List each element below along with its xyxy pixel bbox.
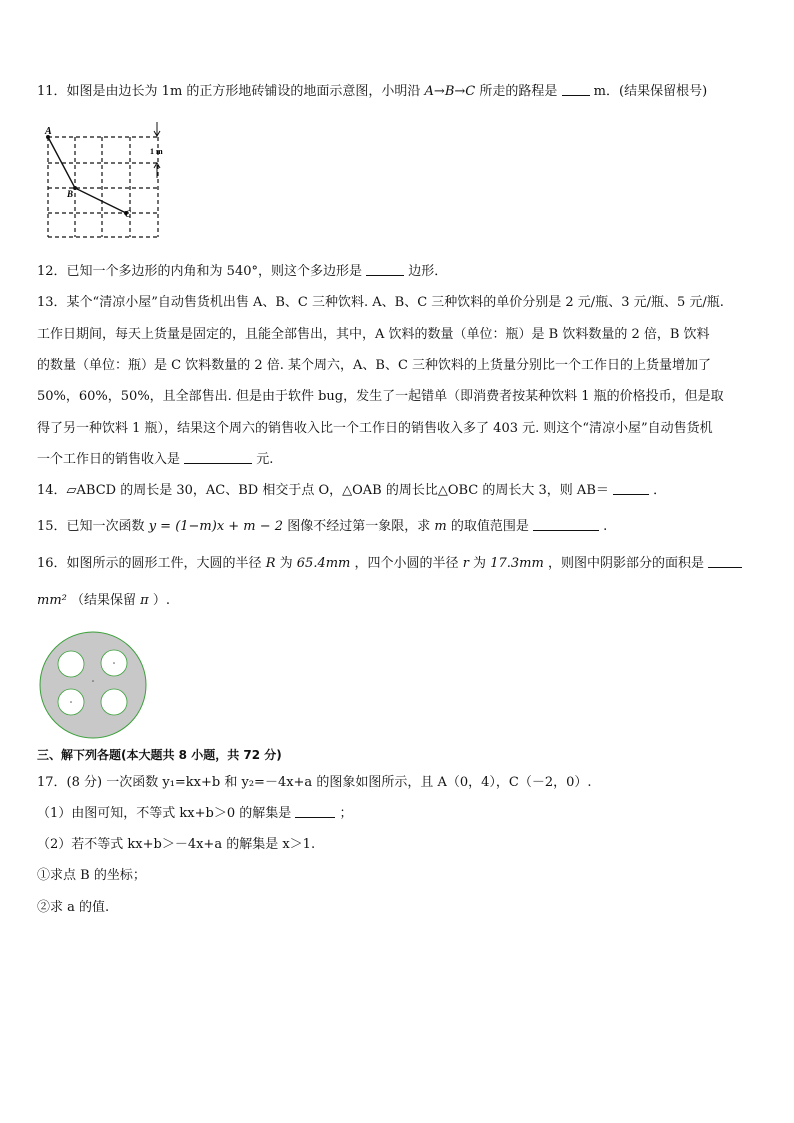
q17-line-1: 17．(8 分) 一次函数 y₁=kx+b 和 y₂=－4x+a 的图象如图所示，且 A（0，4），C（－2，0）. [37,775,592,790]
small-circle [101,689,127,715]
large-circle [40,632,146,738]
q16-r-small-value: 17.3mm [490,556,544,571]
q16-text-3: ，四个小圆的半径 [354,556,459,571]
q16-text-2: 为 [279,556,293,571]
q12-text: 12．已知一个多边形的内角和为 540°，则这个多边形是 [37,264,362,279]
q16-text-7: ）. [152,593,170,608]
q17-line-4: ①求点 B 的坐标； [37,868,146,883]
q16-unit: mm² [37,593,67,608]
question-15 [37,518,607,536]
q15-formula: y = (1−m)x + m − 2 [148,519,284,534]
q17-line-3: （2）若不等式 kx+b＞－4x+a 的解集是 x＞1. [37,837,316,852]
q17-text: （1）由图可知，不等式 kx+b＞0 的解集是 [37,806,292,821]
q15-text-3: 的取值范围是 [450,519,529,534]
scale-label: 1 m [150,147,163,156]
q16-line-1 [37,555,742,573]
answer-blank[interactable] [295,805,335,818]
label-c: C [125,209,132,219]
q16-r-small: r [462,556,469,571]
q14-text: 14．▱ABCD 的周长是 30，AC、BD 相交于点 O，△OAB 的周长比△OBC 的周长大 3，则 AB＝ [37,483,609,498]
section-3-heading: 三、解下列各题(本大题共 8 小题，共 72 分) [37,748,282,762]
q16-text-5: ，则图中阴影部分的面积是 [547,556,704,571]
q13-line-6 [37,451,273,469]
q13-line-3: 的数量（单位：瓶）是 C 饮料数量的 2 倍. 某个周六，A、B、C 三种饮料的上货量分别比一个工作日的上货量增加了 [37,358,712,373]
q16-circle-figure [36,628,150,742]
q11-text: 11．如图是由边长为 1m 的正方形地砖铺设的地面示意图，小明沿 [37,84,421,99]
q16-text: 16．如图所示的圆形工件，大圆的半径 [37,556,262,571]
answer-blank[interactable] [708,555,742,568]
q13-line-2: 工作日期间，每天上货量是固定的，且能全部售出，其中，A 饮料的数量（单位：瓶）是 B 饮料数量的 2 倍，B 饮料 [37,327,710,342]
q13-line-4: 50%，60%，50%，且全部售出. 但是由于软件 bug，发生了一起错单（即消费者按某种饮料 1 瓶的价格投币，但是取 [37,389,724,404]
q17-text-2: ； [339,806,353,821]
label-b: B [67,189,74,199]
q16-r-big-value: 65.4mm [296,556,351,571]
q12-text-2: 边形． [408,264,448,279]
q15-text-2: 图像不经过第一象限，求 [287,519,431,534]
q15-text: 15．已知一次函数 [37,519,145,534]
q15-var: m [434,519,447,534]
q13-line-1: 13．某个“清凉小屋”自动售货机出售 A、B、C 三种饮料. A、B、C 三种饮料的单价分别是 2 元/瓶、3 元/瓶、5 元/瓶. [37,295,724,310]
q11-text-3: m．(结果保留根号) [593,84,708,99]
question-11 [37,83,707,101]
q16-r-big: R [265,556,276,571]
q11-grid-figure [40,120,170,244]
q11-text-2: 所走的路程是 [479,84,558,99]
answer-blank[interactable] [613,482,649,495]
answer-blank[interactable] [533,518,599,531]
q16-text-4: 为 [473,556,487,571]
q16-line-2 [37,592,170,610]
small-circle [58,651,84,677]
question-14 [37,482,666,500]
q13-text-2: 元. [256,452,274,467]
question-12 [37,263,447,281]
q16-text-6: （结果保留 [71,593,137,608]
q13-text: 一个工作日的销售收入是 [37,452,181,467]
answer-blank[interactable] [366,263,404,276]
answer-blank[interactable] [562,83,590,96]
q17-line-2 [37,805,353,823]
answer-blank[interactable] [184,451,252,464]
q13-line-5: 得了另一种饮料 1 瓶），结果这个周六的销售收入比一个工作日的销售收入多了 403 元. 则这个“清凉小屋”自动售货机 [37,421,713,436]
q14-text-2: ． [653,483,667,498]
q15-text-4: . [603,519,608,534]
q17-line-5: ②求 a 的值. [37,900,110,915]
q11-path: A→B→C [424,84,476,99]
label-a: A [45,126,52,137]
q16-pi: π [140,593,149,608]
